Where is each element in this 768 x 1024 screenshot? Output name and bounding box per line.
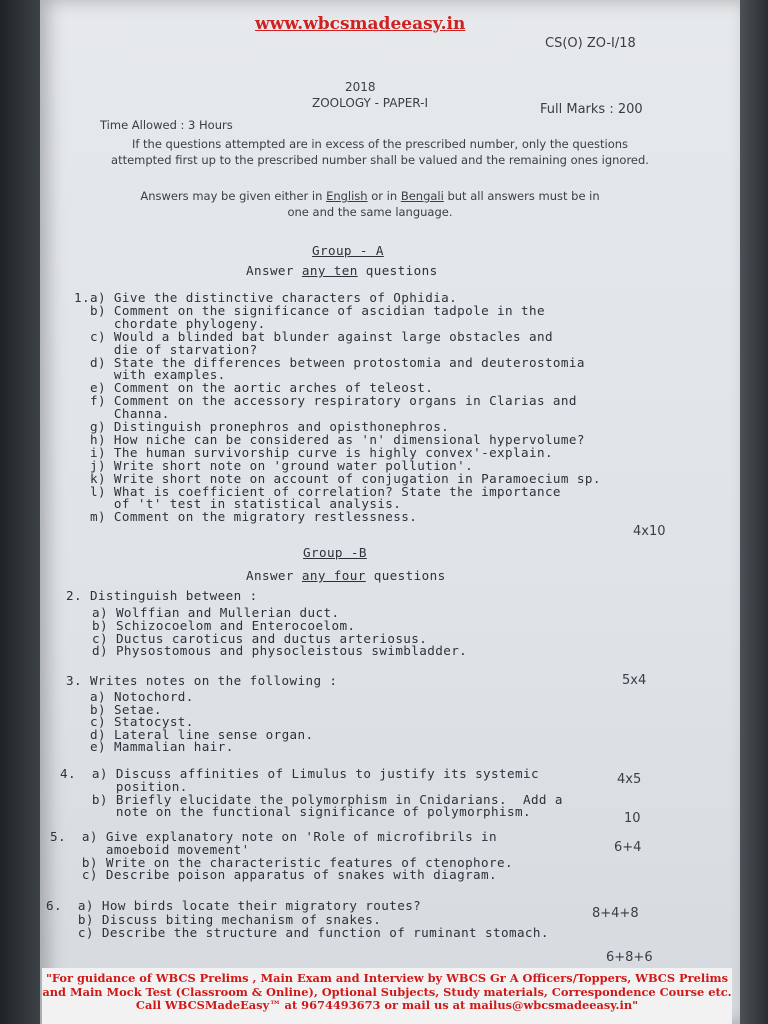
group-a-instr-pre: Answer xyxy=(246,263,302,278)
paper-title: ZOOLOGY - PAPER-I xyxy=(312,96,429,110)
question-line: 5. a) Give explanatory note on 'Role of microfibrils in xyxy=(50,829,497,844)
question-line: of 't' test in statistical analysis. xyxy=(74,496,402,512)
question-line: g) Distinguish pronephros and opisthonephros. xyxy=(74,419,450,434)
full-marks: Full Marks : 200 xyxy=(540,102,643,117)
question-line: 1.a) Give the distinctive characters of Ophidia. xyxy=(74,290,458,305)
question-line: Channa. xyxy=(74,406,170,422)
question-line: m) Comment on the migratory restlessness. xyxy=(74,509,418,525)
website-url[interactable]: www.wbcsmadeeasy.in xyxy=(255,14,466,34)
question-3-stem: 3. Writes notes on the following : xyxy=(66,673,338,688)
question-2-marks: 5x4 xyxy=(622,673,647,688)
question-line: b) Comment on the significance of ascidian tadpole in the xyxy=(74,302,545,318)
question-line: a) Notochord. xyxy=(90,689,194,704)
question-line: 6. a) How birds locate their migratory routes? xyxy=(46,898,422,913)
question-line: d) State the differences between protostomia and deuterostomia xyxy=(74,354,585,370)
question-line: c) Describe the structure and function of ruminant stomach. xyxy=(46,925,549,940)
question-line: e) Comment on the aortic arches of teleost. xyxy=(74,380,434,396)
question-line: with examples. xyxy=(74,367,226,383)
exam-year: 2018 xyxy=(345,80,376,94)
language-post: but all answers must be in one and the same language. xyxy=(287,189,600,219)
question-line: k) Write short note on account of conjugation in Paramoecium sp. xyxy=(74,470,601,486)
question-line: i) The human survivorship curve is highly convex'-explain. xyxy=(74,444,553,460)
question-line: 4. a) Discuss affinities of Limulus to justify its systemic xyxy=(60,766,539,781)
group-b-instr-post: questions xyxy=(365,568,446,583)
question-line: position. xyxy=(60,778,188,794)
question-6c-marks: 6+8+6 xyxy=(606,950,653,965)
question-line: d) Physostomous and physocleistous swimbladder. xyxy=(92,643,468,659)
question-line: b) Discuss biting mechanism of snakes. xyxy=(46,911,382,927)
group-a-instr-count: any ten xyxy=(301,263,358,278)
group-b-instruction xyxy=(246,568,446,583)
question-line: b) Briefly elucidate the polymorphism in Cnidarians. Add a xyxy=(60,791,563,807)
language-instruction xyxy=(140,188,600,220)
footer-text: "For guidance of WBCS Prelims , Main Exam and Interview by WBCS Gr A Officers/Toppers, WBCS Prelims and Main Mock Test (Classroom & Online), Optional Subjects, Study materials, Correspondence Course etc. Call WBCSMadeEasy™ at 9674493673 or mail us at mailus@wbcsmadeeasy.in" xyxy=(42,971,732,1012)
question-6-marks: 8+4+8 xyxy=(592,906,639,921)
question-line: e) Mammalian hair. xyxy=(90,739,234,755)
instruction-text: If the questions attempted are in excess of the prescribed number, only the questions attempted first up to the prescribed number shall be valued and the remaining ones ignored. xyxy=(111,137,649,167)
group-a-title: Group - A xyxy=(312,243,384,258)
question-line: a) Wolffian and Mullerian duct. xyxy=(92,605,340,620)
group-a-marks: 4x10 xyxy=(633,524,666,539)
language-bengali: Bengali xyxy=(400,189,444,203)
question-line: d) Lateral line sense organ. xyxy=(90,726,314,742)
question-line: b) Setae. xyxy=(90,701,162,717)
question-line: h) How niche can be considered as 'n' dimensional hypervolume? xyxy=(74,431,585,447)
question-line: l) What is coefficient of correlation? State the importance xyxy=(74,483,561,499)
language-pre: Answers may be given either in xyxy=(140,189,327,203)
question-line: j) Write short note on 'ground water pollution'. xyxy=(74,457,474,473)
group-a-instr-post: questions xyxy=(357,263,438,278)
question-line: note on the functional significance of polymorphism. xyxy=(60,804,531,820)
group-b-title: Group -B xyxy=(303,545,367,560)
language-mid: or in xyxy=(367,189,401,203)
time-allowed: Time Allowed : 3 Hours xyxy=(100,118,233,132)
question-line: chordate phylogeny. xyxy=(74,315,266,331)
footer-advertisement xyxy=(42,968,732,1024)
group-a-instruction xyxy=(246,263,438,278)
group-b-instr-pre: Answer xyxy=(246,568,302,583)
question-line: amoeboid movement' xyxy=(50,841,250,857)
question-line: b) Write on the characteristic features of ctenophore. xyxy=(50,854,513,870)
question-line: c) Describe poison apparatus of snakes with diagram. xyxy=(50,867,497,883)
question-5-marks: 6+4 xyxy=(614,840,642,855)
question-line: f) Comment on the accessory respiratory organs in Clarias and xyxy=(74,393,577,409)
question-4-marks-a: 4x5 xyxy=(617,772,642,787)
language-english: English xyxy=(326,189,368,203)
question-line: c) Ductus caroticus and ductus arteriosus. xyxy=(92,630,428,646)
paper-code: CS(O) ZO-I/18 xyxy=(545,36,636,51)
question-line: die of starvation? xyxy=(74,341,258,357)
question-line: c) Would a blinded bat blunder against large obstacles and xyxy=(74,328,553,344)
question-2-stem: 2. Distinguish between : xyxy=(66,588,258,603)
question-line: c) Statocyst. xyxy=(90,714,194,730)
question-4-marks-b: 10 xyxy=(624,811,641,826)
question-line: b) Schizocoelom and Enterocoelom. xyxy=(92,617,356,633)
group-b-instr-count: any four xyxy=(301,568,366,583)
